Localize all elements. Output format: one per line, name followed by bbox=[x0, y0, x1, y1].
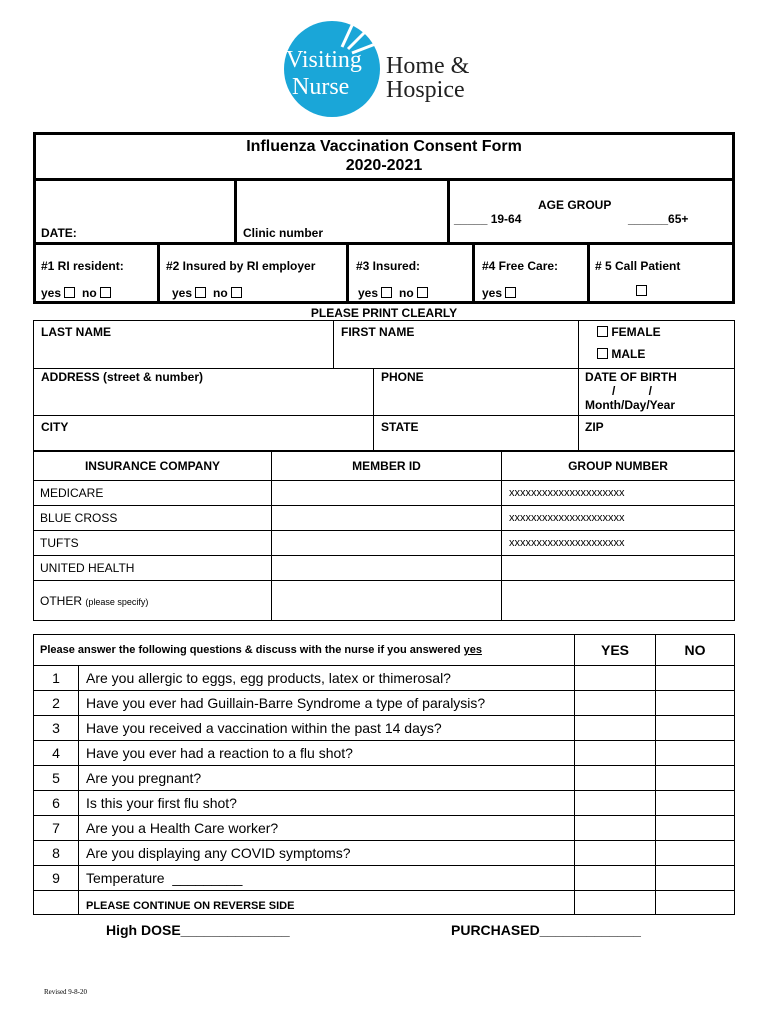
no-answer-cell[interactable] bbox=[656, 691, 735, 716]
question-text: Are you allergic to eggs, egg products, latex or thimerosal? bbox=[79, 666, 575, 691]
yes-answer-cell[interactable] bbox=[575, 691, 656, 716]
ri-employer-label: #2 Insured by RI employer bbox=[166, 259, 316, 273]
question-row bbox=[34, 841, 735, 866]
group-number-header: GROUP NUMBER bbox=[502, 452, 735, 481]
call-patient-label: # 5 Call Patient bbox=[595, 259, 681, 273]
member-id-cell[interactable] bbox=[272, 506, 502, 531]
male-option: MALE bbox=[597, 347, 645, 361]
ri-employer-options: yes no bbox=[172, 286, 242, 300]
question-text: Are you pregnant? bbox=[79, 766, 575, 791]
question-number: 5 bbox=[34, 766, 79, 791]
no-answer-cell[interactable] bbox=[656, 791, 735, 816]
group-number-cell: xxxxxxxxxxxxxxxxxxxxx bbox=[502, 506, 735, 531]
yes-answer-cell[interactable] bbox=[575, 741, 656, 766]
question-number: 9 bbox=[34, 866, 79, 891]
dob-format: Month/Day/Year bbox=[585, 398, 676, 412]
free-care-yes-checkbox[interactable] bbox=[505, 287, 516, 298]
form-year: 2020-2021 bbox=[345, 157, 423, 174]
yes-answer-cell[interactable] bbox=[575, 666, 656, 691]
question-text: Have you ever had a reaction to a flu shot? bbox=[79, 741, 575, 766]
no-answer-cell[interactable] bbox=[656, 741, 735, 766]
yes-answer-cell[interactable] bbox=[575, 716, 656, 741]
other-label: OTHER bbox=[40, 593, 82, 608]
insurance-company-header: INSURANCE COMPANY bbox=[34, 452, 272, 481]
city-label: CITY bbox=[41, 420, 69, 434]
clinic-number-label: Clinic number bbox=[243, 226, 324, 240]
question-number: 6 bbox=[34, 791, 79, 816]
yes-answer-cell[interactable] bbox=[575, 816, 656, 841]
female-option: FEMALE bbox=[597, 325, 661, 339]
last-name-label: LAST NAME bbox=[41, 325, 111, 339]
question-number: 7 bbox=[34, 816, 79, 841]
age-65-plus[interactable]: ______65+ bbox=[628, 212, 689, 226]
form-title: Influenza Vaccination Consent Form bbox=[246, 138, 522, 155]
question-number: 1 bbox=[34, 666, 79, 691]
age-19-64[interactable]: _____ 19-64 bbox=[454, 212, 522, 226]
ri-resident-options: yes no bbox=[41, 286, 111, 300]
dob-slashes: / / bbox=[612, 384, 653, 398]
no-answer-cell[interactable] bbox=[656, 766, 735, 791]
insured-options: yes no bbox=[358, 286, 428, 300]
no-column-header: NO bbox=[656, 635, 735, 666]
insurance-company-cell: TUFTS bbox=[34, 531, 272, 556]
no-answer-cell[interactable] bbox=[656, 866, 735, 891]
no-answer-cell[interactable] bbox=[656, 816, 735, 841]
insurance-company-cell: BLUE CROSS bbox=[34, 506, 272, 531]
yes-answer-cell[interactable] bbox=[575, 841, 656, 866]
high-dose-field[interactable]: High DOSE______________ bbox=[106, 922, 290, 938]
no-answer-cell[interactable] bbox=[656, 716, 735, 741]
call-patient-checkbox[interactable] bbox=[636, 285, 647, 296]
print-clearly-heading: PLEASE PRINT CLEARLY bbox=[310, 306, 458, 320]
ri-resident-no-checkbox[interactable] bbox=[100, 287, 111, 298]
member-id-cell[interactable] bbox=[272, 531, 502, 556]
questions-intro: Please answer the following questions & discuss with the nurse if you answered yes bbox=[34, 635, 575, 666]
question-row bbox=[34, 741, 735, 766]
logo-word-visiting: Visiting bbox=[286, 47, 362, 73]
group-number-cell[interactable] bbox=[502, 581, 735, 621]
question-number: 2 bbox=[34, 691, 79, 716]
ri-employer-no-checkbox[interactable] bbox=[231, 287, 242, 298]
yes-answer-cell[interactable] bbox=[575, 791, 656, 816]
questions-table bbox=[33, 634, 735, 915]
dob-label: DATE OF BIRTH bbox=[585, 370, 677, 384]
question-text: Is this your first flu shot? bbox=[79, 791, 575, 816]
question-row bbox=[34, 816, 735, 841]
question-row bbox=[34, 666, 735, 691]
insurance-company-cell: UNITED HEALTH bbox=[34, 556, 272, 581]
table-row bbox=[34, 556, 735, 581]
insured-label: #3 Insured: bbox=[356, 259, 421, 273]
insurance-other-cell bbox=[34, 581, 272, 621]
purchased-field[interactable]: PURCHASED_____________ bbox=[451, 922, 641, 938]
question-text: Are you a Health Care worker? bbox=[79, 816, 575, 841]
question-number: 4 bbox=[34, 741, 79, 766]
logo bbox=[282, 17, 482, 117]
question-row bbox=[34, 866, 735, 891]
table-row bbox=[34, 481, 735, 506]
ri-resident-yes-checkbox[interactable] bbox=[64, 287, 75, 298]
table-row bbox=[34, 531, 735, 556]
table-row bbox=[34, 506, 735, 531]
logo-hospice: Hospice bbox=[386, 77, 465, 103]
age-group-label: AGE GROUP bbox=[538, 198, 612, 212]
question-text: Have you ever had Guillain-Barre Syndrome a type of paralysis? bbox=[79, 691, 575, 716]
logo-word-nurse: Nurse bbox=[292, 74, 350, 100]
continue-reverse-note: PLEASE CONTINUE ON REVERSE SIDE bbox=[79, 891, 575, 915]
insurance-company-cell: MEDICARE bbox=[34, 481, 272, 506]
insured-yes-checkbox[interactable] bbox=[381, 287, 392, 298]
no-answer-cell[interactable] bbox=[656, 841, 735, 866]
phone-label: PHONE bbox=[381, 370, 424, 384]
female-checkbox[interactable] bbox=[597, 326, 608, 337]
insured-no-checkbox[interactable] bbox=[417, 287, 428, 298]
ri-resident-label: #1 RI resident: bbox=[41, 259, 124, 273]
free-care-options: yes bbox=[482, 286, 516, 300]
address-label: ADDRESS (street & number) bbox=[41, 370, 204, 384]
question-row bbox=[34, 691, 735, 716]
member-id-cell[interactable] bbox=[272, 581, 502, 621]
male-checkbox[interactable] bbox=[597, 348, 608, 359]
group-number-cell[interactable] bbox=[502, 556, 735, 581]
zip-label: ZIP bbox=[585, 420, 604, 434]
question-text: Are you displaying any COVID symptoms? bbox=[79, 841, 575, 866]
free-care-label: #4 Free Care: bbox=[482, 259, 559, 273]
question-number: 3 bbox=[34, 716, 79, 741]
state-label: STATE bbox=[381, 420, 419, 434]
question-row bbox=[34, 791, 735, 816]
table-row bbox=[34, 581, 735, 621]
insurance-table bbox=[33, 451, 735, 621]
question-row bbox=[34, 716, 735, 741]
question-row bbox=[34, 766, 735, 791]
question-text: Have you received a vaccination within the past 14 days? bbox=[79, 716, 575, 741]
date-label: DATE: bbox=[41, 226, 77, 240]
other-note: (please specify) bbox=[85, 596, 149, 607]
question-number: 8 bbox=[34, 841, 79, 866]
ri-employer-yes-checkbox[interactable] bbox=[195, 287, 206, 298]
revised-date: Revised 9-8-20 bbox=[44, 988, 87, 996]
yes-answer-cell[interactable] bbox=[575, 866, 656, 891]
no-answer-cell[interactable] bbox=[656, 666, 735, 691]
group-number-cell: xxxxxxxxxxxxxxxxxxxxx bbox=[502, 481, 735, 506]
logo-home: Home & bbox=[386, 53, 470, 79]
group-number-cell: xxxxxxxxxxxxxxxxxxxxx bbox=[502, 531, 735, 556]
question-text: Temperature _________ bbox=[79, 866, 575, 891]
member-id-cell[interactable] bbox=[272, 481, 502, 506]
yes-answer-cell[interactable] bbox=[575, 766, 656, 791]
yes-column-header: YES bbox=[575, 635, 656, 666]
first-name-label: FIRST NAME bbox=[341, 325, 415, 339]
member-id-header: MEMBER ID bbox=[272, 452, 502, 481]
member-id-cell[interactable] bbox=[272, 556, 502, 581]
